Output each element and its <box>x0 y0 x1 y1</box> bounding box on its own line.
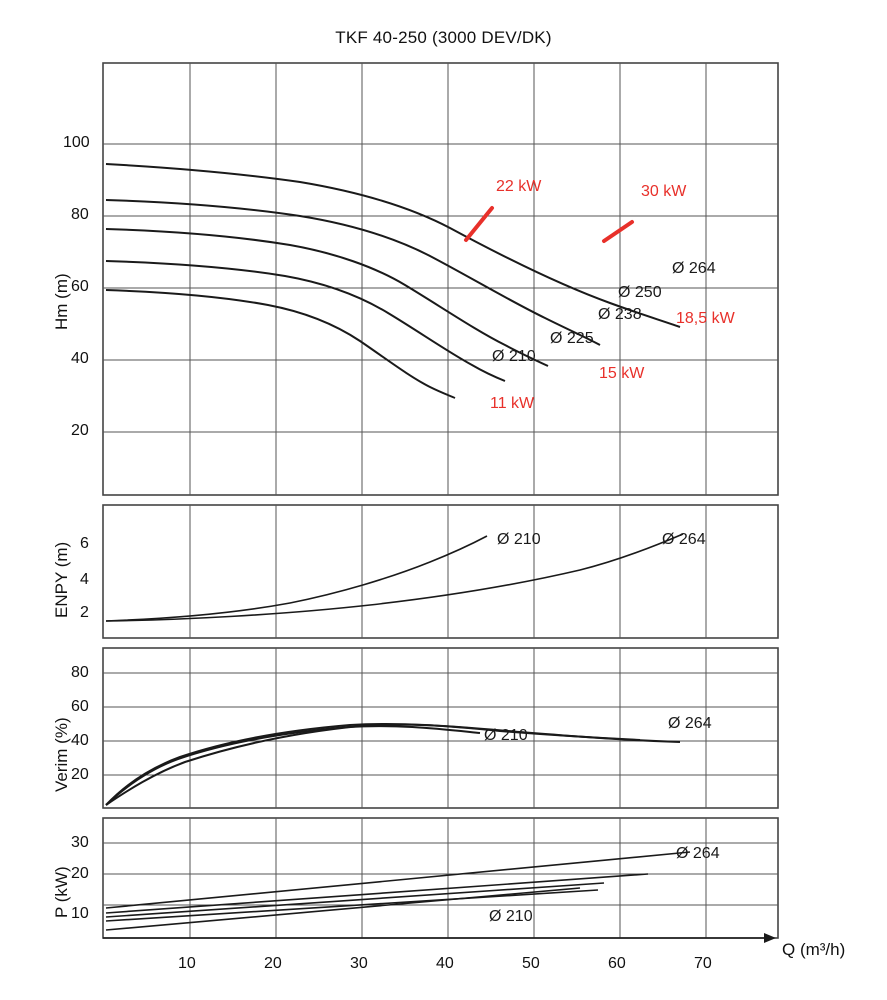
xtick-40: 40 <box>436 955 454 972</box>
ytick-head-20: 20 <box>71 422 89 439</box>
ytick-eff-60: 60 <box>71 698 89 715</box>
power-label-15kw: 15 kW <box>599 365 645 382</box>
curve-label-head-250: Ø 250 <box>618 284 662 301</box>
ytick-head-80: 80 <box>71 206 89 223</box>
power-label-185kw: 18,5 kW <box>676 310 735 327</box>
y-axis-label-efficiency: Verim (%) <box>52 717 71 792</box>
curve-label-eff-210: Ø 210 <box>484 727 528 744</box>
curve-label-power-210: Ø 210 <box>489 908 533 925</box>
ytick-npsh-2: 2 <box>80 604 89 621</box>
panel-head <box>103 63 778 495</box>
ytick-eff-20: 20 <box>71 766 89 783</box>
curve-label-eff-264: Ø 264 <box>668 715 712 732</box>
xtick-70: 70 <box>694 955 712 972</box>
curve-label-head-225: Ø 225 <box>550 330 594 347</box>
curve-label-npsh-210: Ø 210 <box>497 531 541 548</box>
ytick-npsh-6: 6 <box>80 535 89 552</box>
xtick-50: 50 <box>522 955 540 972</box>
ytick-eff-80: 80 <box>71 664 89 681</box>
ytick-head-40: 40 <box>71 350 89 367</box>
ytick-power-10: 10 <box>71 905 89 922</box>
curve-label-head-238: Ø 238 <box>598 306 642 323</box>
xtick-10: 10 <box>178 955 196 972</box>
xtick-60: 60 <box>608 955 626 972</box>
power-label-30kw: 30 kW <box>641 183 687 200</box>
ytick-npsh-4: 4 <box>80 571 89 588</box>
power-label-11kw: 11 kW <box>490 395 535 412</box>
power-label-22kw: 22 kW <box>496 178 542 195</box>
curve-label-power-264: Ø 264 <box>676 845 720 862</box>
x-axis-label: Q (m³/h) <box>782 940 846 959</box>
panel-npsh <box>103 505 778 638</box>
xtick-20: 20 <box>264 955 282 972</box>
y-axis-label-npsh: ENPY (m) <box>52 541 71 618</box>
y-axis-label-power: P (kW) <box>52 866 71 918</box>
panel-power <box>103 818 778 943</box>
ytick-head-100: 100 <box>63 134 90 151</box>
ytick-power-20: 20 <box>71 865 89 882</box>
curve-label-head-210: Ø 210 <box>492 348 536 365</box>
xtick-30: 30 <box>350 955 368 972</box>
ytick-head-60: 60 <box>71 278 89 295</box>
ytick-power-30: 30 <box>71 834 89 851</box>
page-title: TKF 40-250 (3000 DEV/DK) <box>335 28 552 47</box>
ytick-eff-40: 40 <box>71 732 89 749</box>
curve-label-npsh-264: Ø 264 <box>662 531 706 548</box>
y-axis-label-head: Hm (m) <box>52 273 71 330</box>
curve-label-head-264: Ø 264 <box>672 260 716 277</box>
